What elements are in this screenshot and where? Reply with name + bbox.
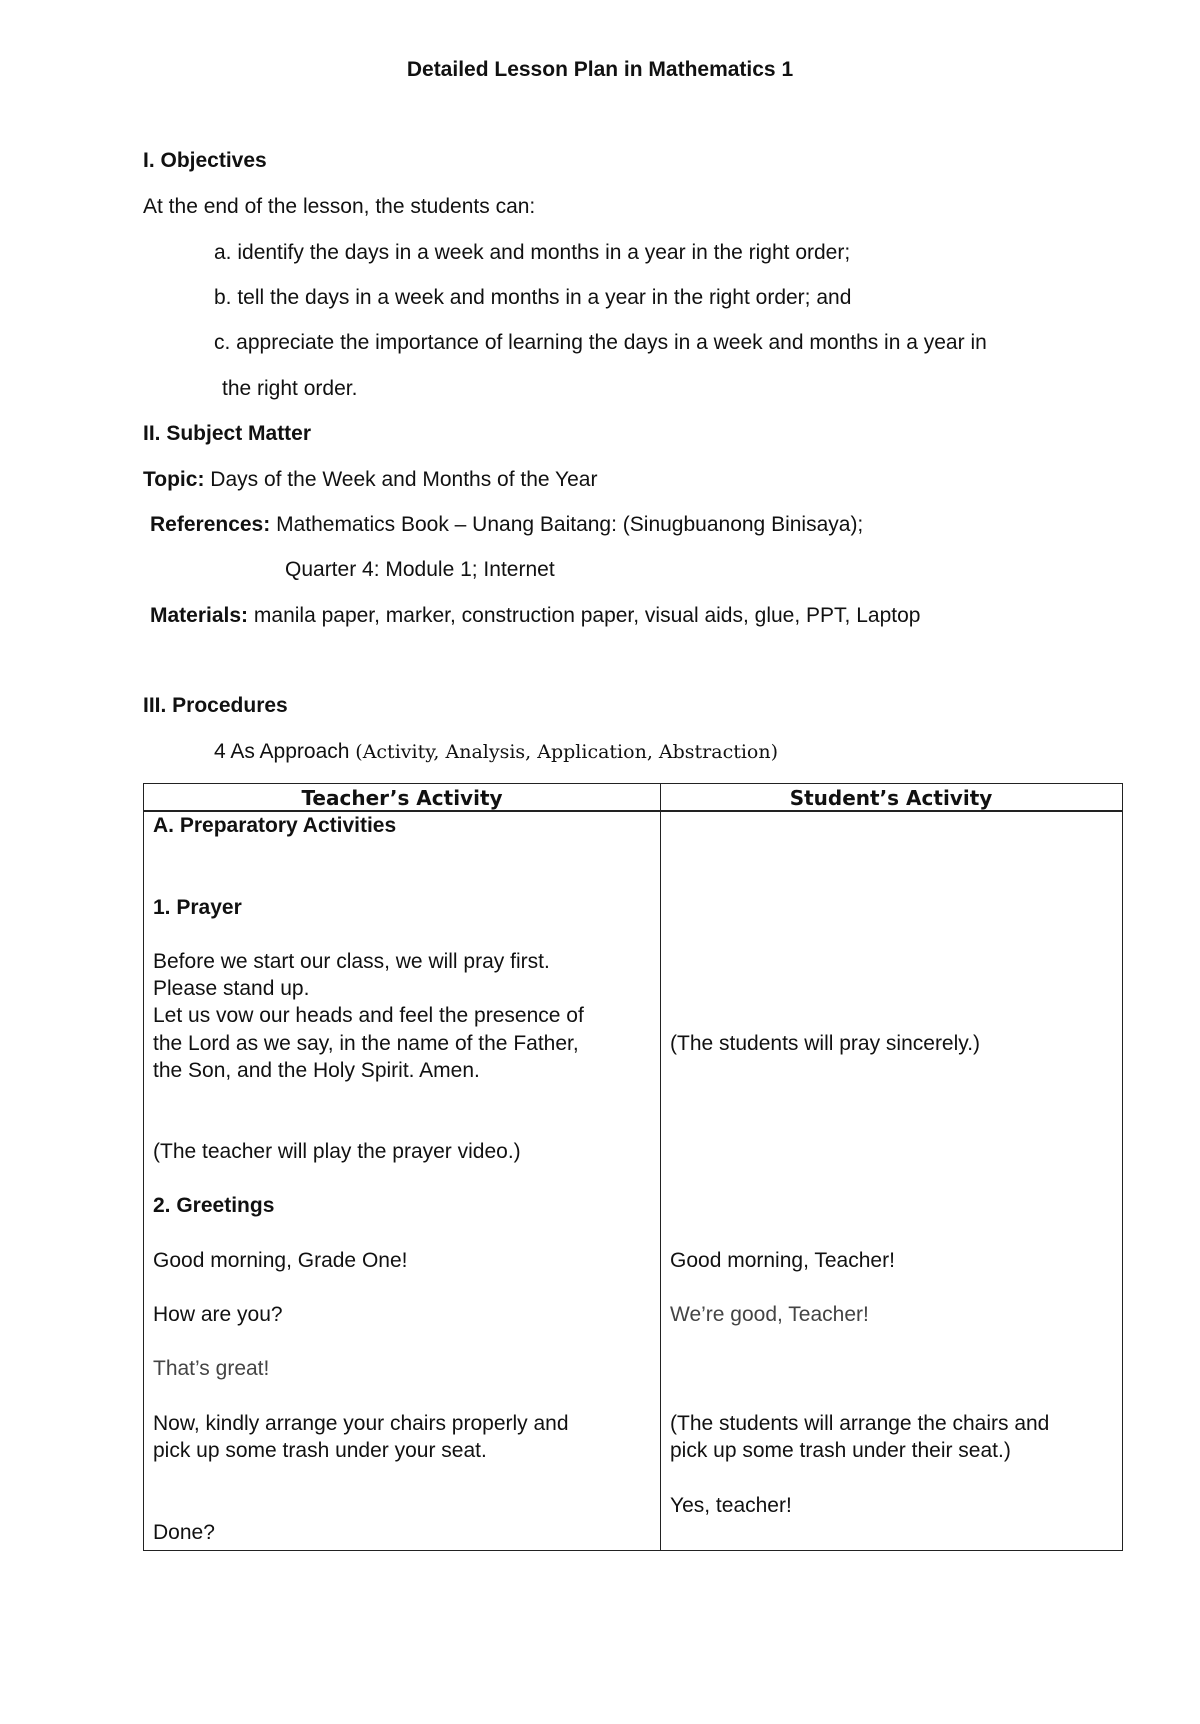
- greetings-heading: 2. Greetings: [153, 1194, 275, 1217]
- prayer-video-note: (The teacher will play the prayer video.): [153, 1140, 521, 1163]
- teacher-arrange-line: Now, kindly arrange your chairs properly and: [153, 1412, 569, 1435]
- objectives-heading: I. Objectives: [143, 149, 267, 172]
- approach-detail: (Activity, Analysis, Application, Abstraction): [355, 741, 779, 763]
- prayer-line: the Lord as we say, in the name of the Father,: [153, 1032, 579, 1055]
- teacher-arrange-line: pick up some trash under your seat.: [153, 1439, 487, 1462]
- teacher-how-are-you: How are you?: [153, 1303, 283, 1326]
- prayer-line: Please stand up.: [153, 977, 310, 1000]
- materials-label: Materials:: [150, 604, 249, 627]
- document-title: Detailed Lesson Plan in Mathematics 1: [406, 58, 794, 81]
- teacher-thats-great: That’s great!: [153, 1357, 270, 1380]
- table-column-divider: [660, 784, 661, 1550]
- student-column-header: Student’s Activity: [789, 786, 993, 810]
- student-arrange-line: pick up some trash under their seat.): [670, 1439, 1011, 1462]
- student-were-good: We’re good, Teacher!: [670, 1303, 869, 1326]
- objective-item-continuation: the right order.: [222, 377, 358, 400]
- approach-line: [214, 740, 778, 764]
- teacher-greeting: Good morning, Grade One!: [153, 1249, 408, 1272]
- objectives-intro: At the end of the lesson, the students can:: [143, 195, 536, 218]
- topic-line: [143, 468, 597, 492]
- procedures-heading: III. Procedures: [143, 694, 288, 717]
- subject-matter-heading: II. Subject Matter: [143, 422, 312, 445]
- preparatory-activities-heading: A. Preparatory Activities: [153, 814, 397, 837]
- table-header-divider: [144, 810, 1122, 812]
- prayer-line: Before we start our class, we will pray first.: [153, 950, 550, 973]
- materials-line: [150, 604, 920, 628]
- topic-value: Days of the Week and Months of the Year: [210, 468, 598, 491]
- student-pray: (The students will pray sincerely.): [670, 1032, 981, 1055]
- prayer-line: the Son, and the Holy Spirit. Amen.: [153, 1059, 480, 1082]
- student-yes: Yes, teacher!: [670, 1494, 792, 1517]
- objective-item: c. appreciate the importance of learning the days in a week and months in a year in: [214, 331, 987, 354]
- objective-item: a. identify the days in a week and months in a year in the right order;: [214, 241, 851, 264]
- prayer-line: Let us vow our heads and feel the presence of: [153, 1004, 584, 1027]
- prayer-heading: 1. Prayer: [153, 896, 242, 919]
- materials-value: manila paper, marker, construction paper, visual aids, glue, PPT, Laptop: [253, 604, 921, 627]
- topic-label: Topic:: [143, 468, 205, 491]
- teacher-column-header: Teacher’s Activity: [301, 786, 503, 810]
- references-line: [150, 513, 863, 537]
- activity-table: [143, 783, 1123, 1551]
- student-arrange-line: (The students will arrange the chairs and: [670, 1412, 1050, 1435]
- approach-prefix: 4 As Approach: [214, 740, 356, 763]
- references-value-continuation: Quarter 4: Module 1; Internet: [285, 558, 555, 581]
- references-value: Mathematics Book – Unang Baitang: (Sinugbuanong Binisaya);: [276, 513, 864, 536]
- objective-item: b. tell the days in a week and months in a year in the right order; and: [214, 286, 852, 309]
- student-good-morning: Good morning, Teacher!: [670, 1249, 895, 1272]
- references-label: References:: [150, 513, 271, 536]
- teacher-done: Done?: [153, 1521, 215, 1544]
